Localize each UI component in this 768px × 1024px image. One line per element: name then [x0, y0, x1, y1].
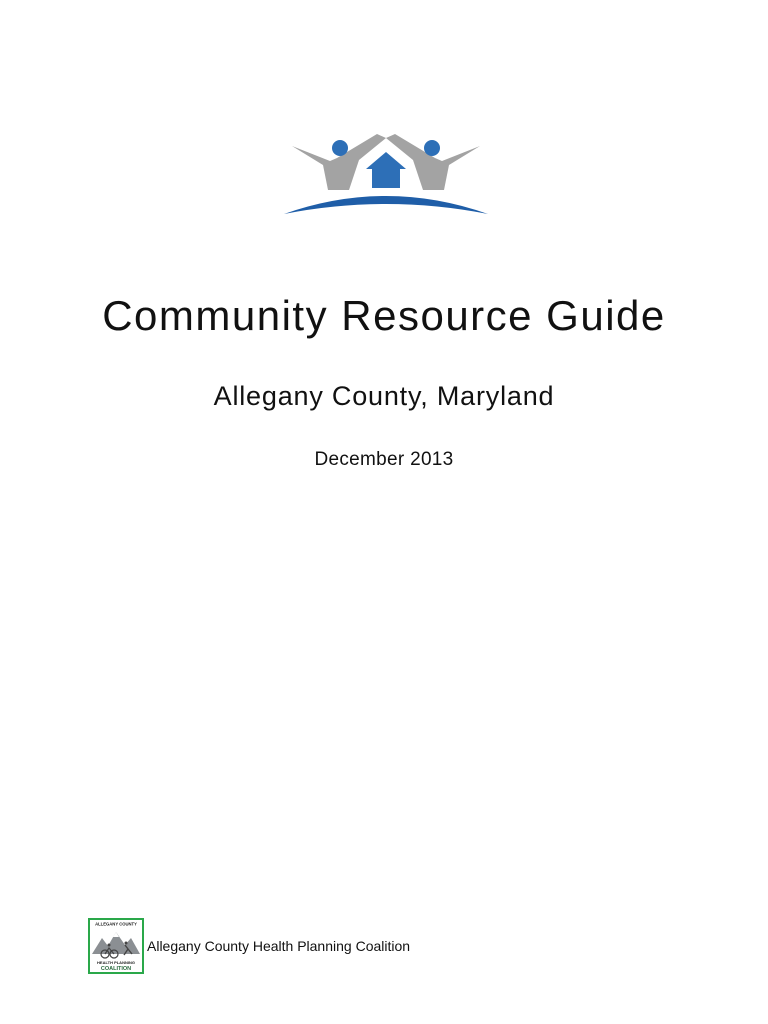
document-date: December 2013: [314, 449, 454, 470]
document-title: Community Resource Guide: [102, 292, 666, 339]
footer: [88, 918, 410, 974]
coalition-logo-line-2: HEALTH PLANNING: [97, 960, 135, 965]
organization-name: Allegany County Health Planning Coalition: [147, 938, 411, 954]
right-head: [424, 140, 440, 156]
horizon-arc: [284, 196, 488, 214]
coalition-logo: [88, 918, 144, 974]
coalition-logo-line-3: COALITION: [100, 966, 132, 972]
coalition-logo-line-1: ALLEGANY COUNTY: [95, 921, 137, 927]
people-house-icon: [282, 128, 490, 220]
left-head: [332, 140, 348, 156]
house-shape: [366, 152, 406, 188]
document-subtitle: Allegany County, Maryland: [213, 381, 555, 411]
